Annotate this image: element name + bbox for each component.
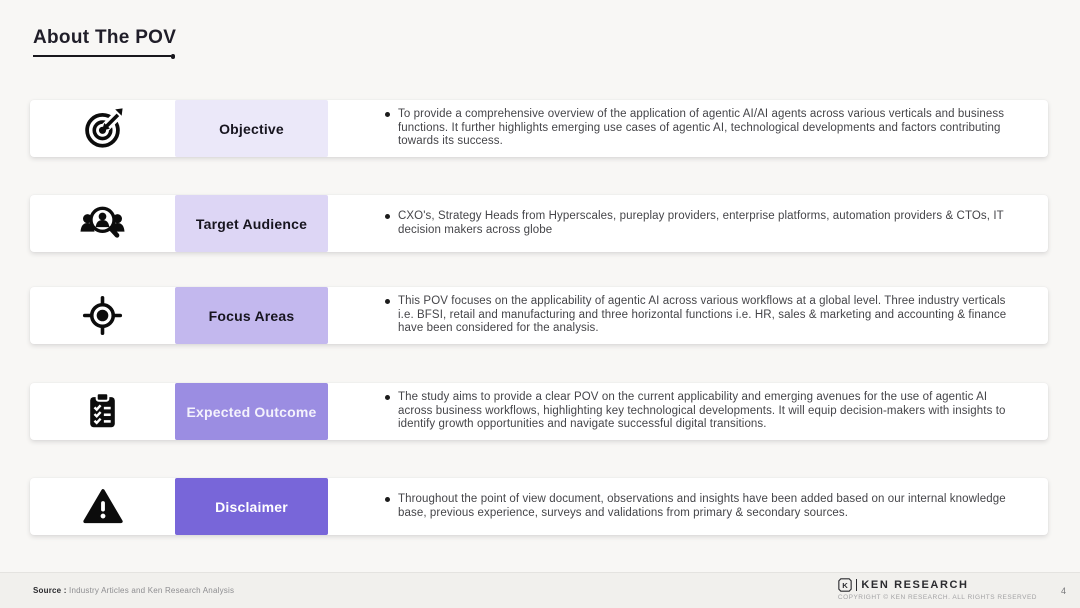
checklist-icon (30, 383, 175, 440)
goal-target-icon (30, 100, 175, 157)
expected-outcome-bullet-text: The study aims to provide a clear POV on the current applicability and emerging avenues for the use of agentic AI across business workflows, highlighting key technological developments. It will equip decision-makers with insights to identify growth opportunities and navigate successful digital transitions. (398, 391, 1006, 431)
row-target-audience (30, 195, 1048, 252)
badge-target-audience: Target Audience (175, 195, 328, 252)
bullet-dot (385, 497, 390, 502)
focus-areas-bullet-text: This POV focuses on the applicability of agentic AI across various workflows at a global level. Three industry verticals i.e. BFSI, retail and manufacturing and three horizontal functions i.e. HR, sales & marketing and accounting & finance have been considered for the analysis. (398, 295, 1007, 335)
ken-research-logo-icon (838, 578, 852, 592)
target-audience-text-cell (328, 195, 1048, 252)
bullet-dot (385, 112, 390, 117)
brand-divider (856, 579, 858, 591)
footer (0, 572, 1080, 608)
warning-icon (30, 478, 175, 535)
objective-text-cell (328, 100, 1048, 157)
page-title: About The POV (33, 27, 177, 48)
source-note (33, 586, 234, 595)
audience-search-icon (30, 195, 175, 252)
objective-bullet-text: To provide a comprehensive overview of the application of agentic AI/AI agents across various verticals and business functions. It further highlights emerging use cases of agentic AI, technological developments and factors contributing towards its success. (398, 108, 1005, 148)
bullet-dot (385, 214, 390, 219)
row-expected-outcome (30, 383, 1048, 440)
badge-objective: Objective (175, 100, 328, 157)
source-label: Source : (33, 586, 67, 595)
brand-block (838, 578, 1037, 601)
bullet-dot (385, 395, 390, 400)
target-audience-bullet-text: CXO's, Strategy Heads from Hyperscales, pureplay providers, enterprise platforms, automation providers & CTOs, IT decision makers across globe (398, 209, 1004, 236)
page-number: 4 (1060, 586, 1066, 596)
row-disclaimer (30, 478, 1048, 535)
bullet-dot (385, 299, 390, 304)
expected-outcome-text-cell (328, 383, 1048, 440)
badge-expected-outcome: Expected Outcome (175, 383, 328, 440)
disclaimer-bullet-text: Throughout the point of view document, observations and insights have been added based on our internal knowledge base, previous experience, surveys and validations from primary & secondary sources. (398, 492, 1006, 519)
row-focus-areas (30, 287, 1048, 344)
focus-crosshair-icon (30, 287, 175, 344)
title-underline (33, 55, 171, 57)
badge-focus-areas: Focus Areas (175, 287, 328, 344)
row-objective (30, 100, 1048, 157)
source-text: Industry Articles and Ken Research Analysis (66, 586, 235, 595)
title-underline-dot (171, 54, 176, 59)
copyright-text: COPYRIGHT © KEN RESEARCH. ALL RIGHTS RESERVED (837, 594, 1037, 601)
disclaimer-text-cell (328, 478, 1048, 535)
svg-text:K: K (842, 580, 848, 590)
title-block (33, 27, 176, 57)
focus-areas-text-cell (328, 287, 1048, 344)
brand-name: KEN RESEARCH (861, 579, 969, 591)
badge-disclaimer: Disclaimer (175, 478, 328, 535)
